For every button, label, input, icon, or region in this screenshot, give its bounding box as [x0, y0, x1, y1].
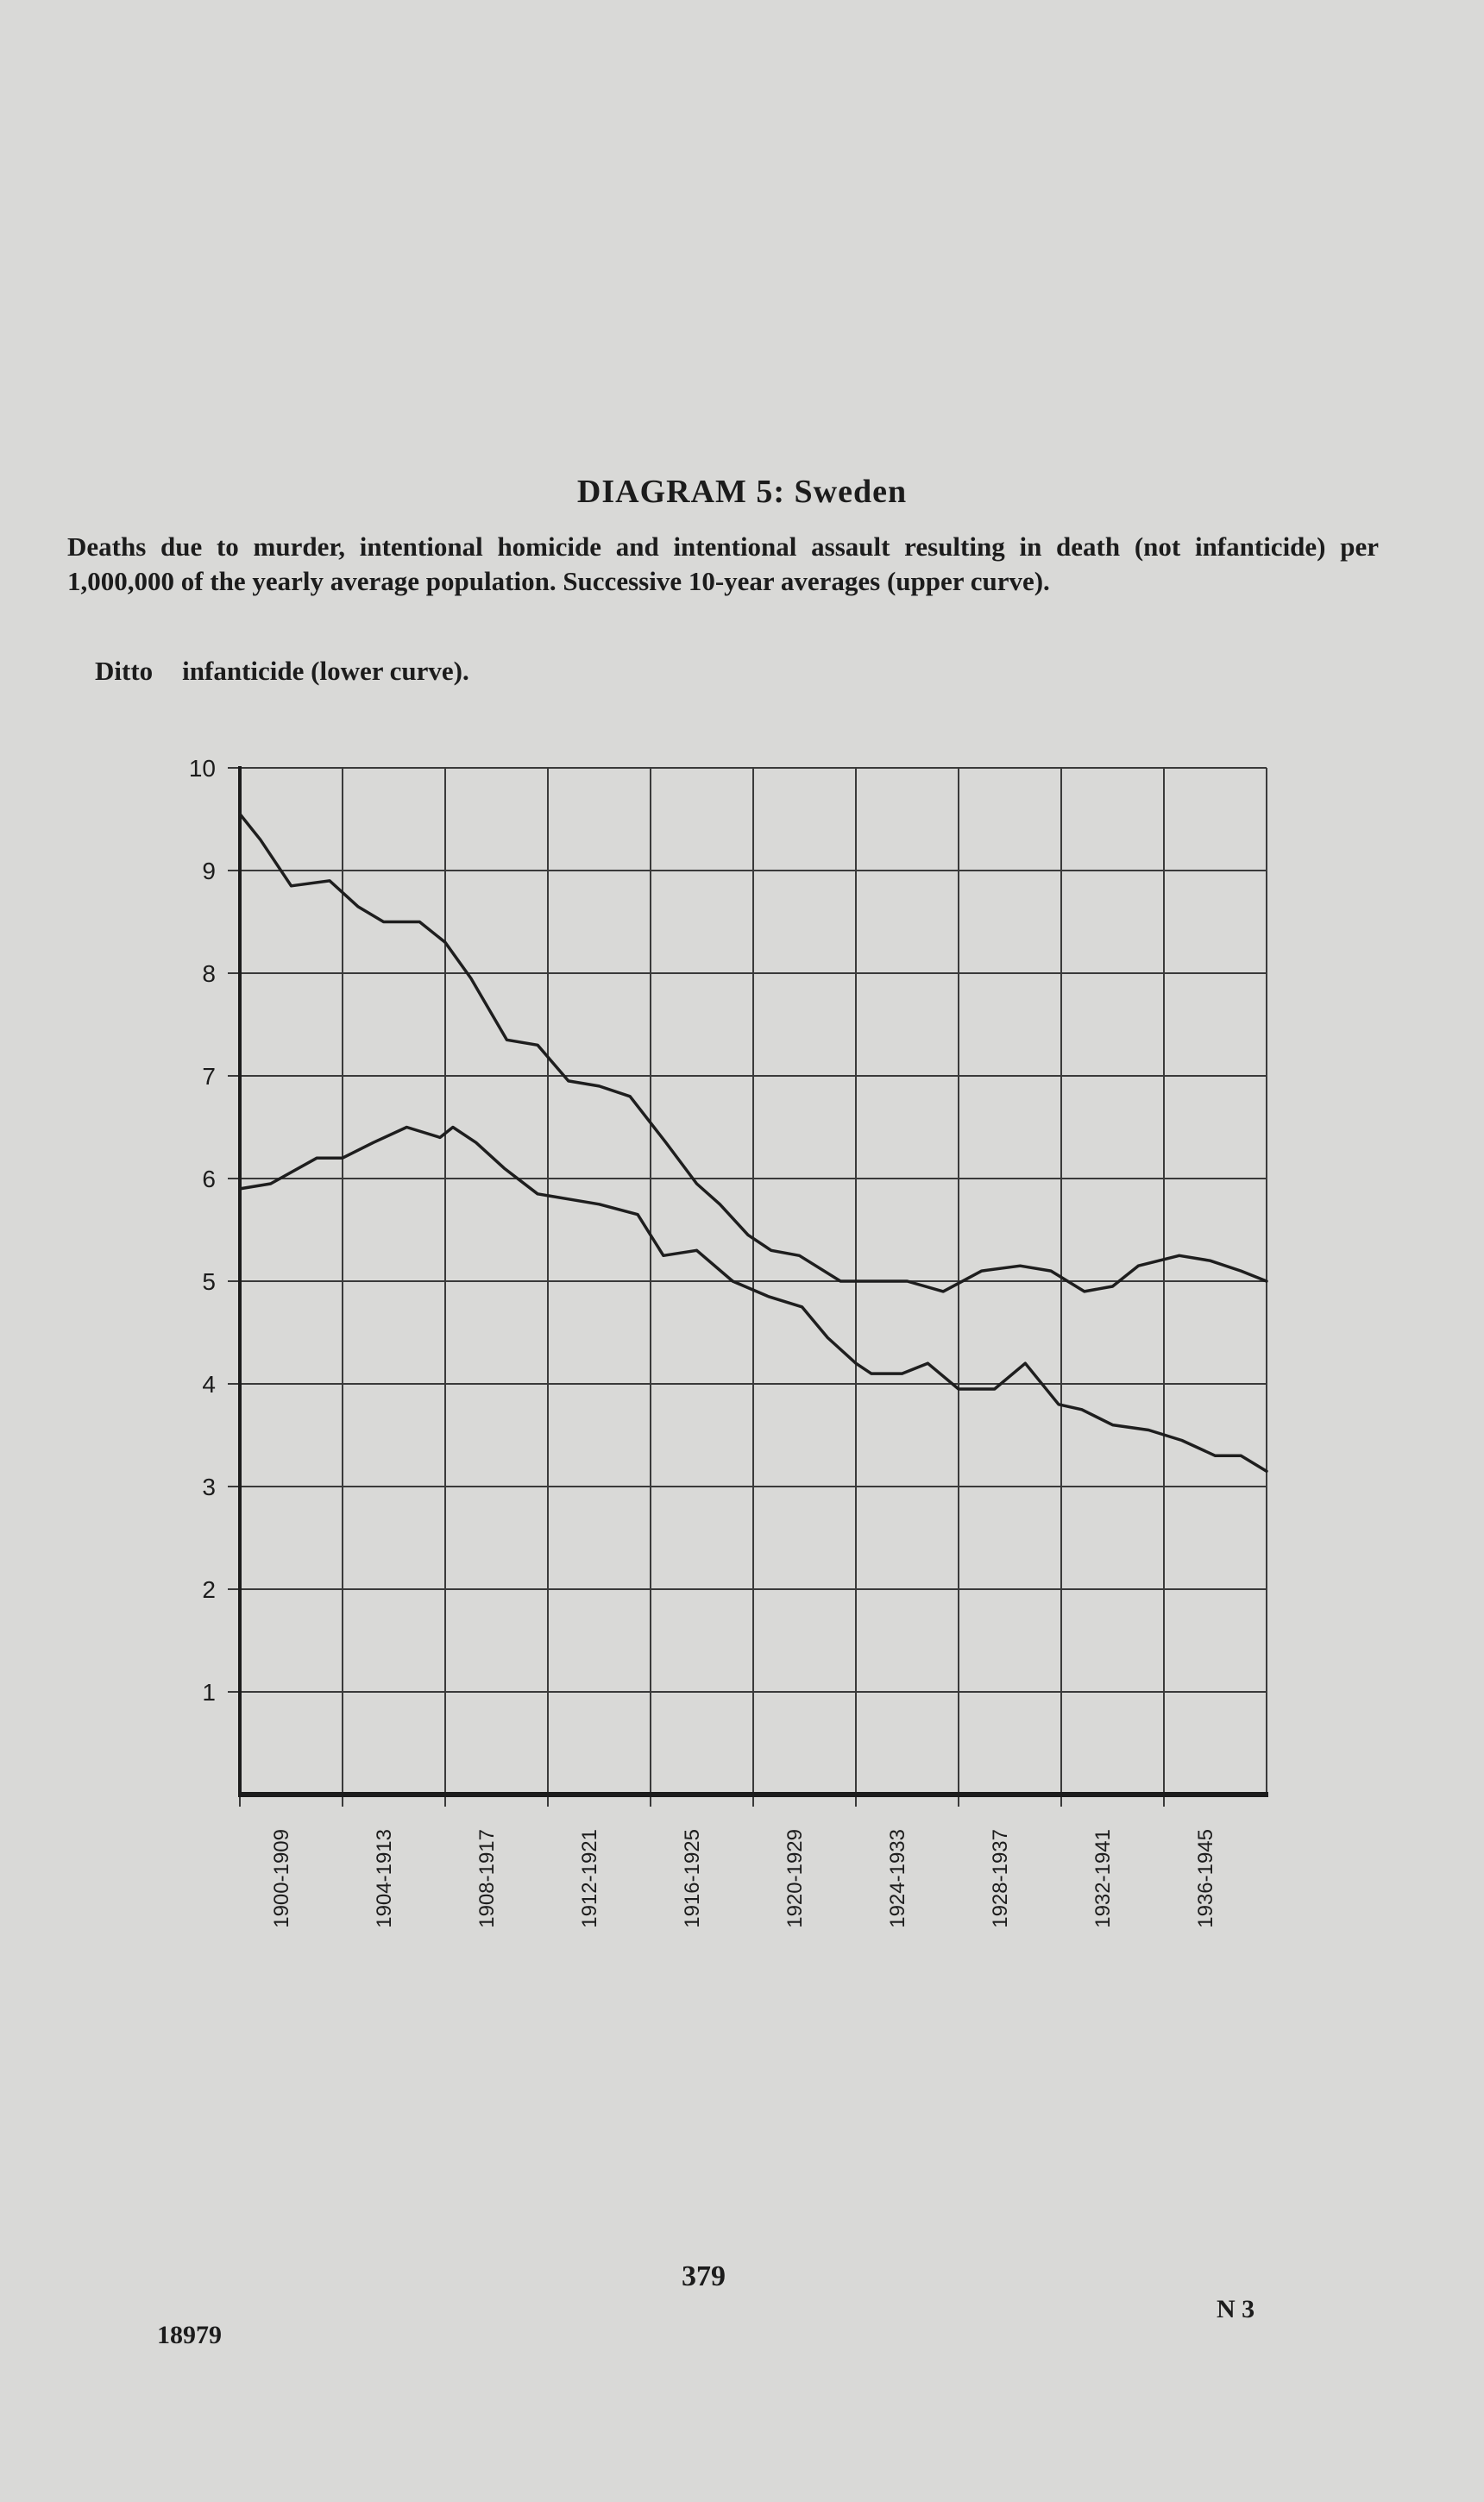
y-tick-label: 3 — [202, 1474, 216, 1500]
x-tick-label: 1908-1917 — [475, 1829, 499, 1928]
y-tick-label: 4 — [202, 1371, 216, 1398]
y-tick-label: 6 — [202, 1166, 216, 1192]
y-tick-label: 5 — [202, 1268, 216, 1295]
x-tick-label: 1920-1929 — [783, 1829, 807, 1928]
page-number: 379 — [682, 2260, 726, 2292]
x-tick-label: 1936-1945 — [1194, 1829, 1217, 1928]
x-tick-label: 1900-1909 — [270, 1829, 293, 1928]
x-tick-label: 1932-1941 — [1091, 1829, 1115, 1928]
x-tick-label: 1912-1921 — [578, 1829, 601, 1928]
y-tick-label: 9 — [202, 858, 216, 884]
caption-main: Deaths due to murder, intentional homicide and intentional assault resulting in death (not infanticide) per 1,000,000 of the yearly average population. Successive 10-year averages (upper curve). — [67, 531, 1379, 596]
y-tick-label: 10 — [188, 755, 216, 782]
caption-ditto: Ditto — [95, 656, 154, 686]
y-tick-label: 1 — [202, 1679, 216, 1706]
y-tick-label: 8 — [202, 960, 216, 987]
caption-lower-curve: infanticide (lower curve). — [182, 656, 469, 686]
x-tick-label: 1928-1937 — [989, 1829, 1012, 1928]
x-tick-label: 1924-1933 — [886, 1829, 909, 1928]
y-tick-label: 7 — [202, 1063, 216, 1090]
sheet-number: 18979 — [157, 2321, 222, 2349]
y-tick-label: 2 — [202, 1576, 216, 1603]
x-tick-label: 1904-1913 — [373, 1829, 396, 1928]
page-title: DIAGRAM 5: Sweden — [576, 474, 908, 510]
x-tick-label: 1916-1925 — [681, 1829, 704, 1928]
signature-mark: N 3 — [1217, 2295, 1255, 2323]
